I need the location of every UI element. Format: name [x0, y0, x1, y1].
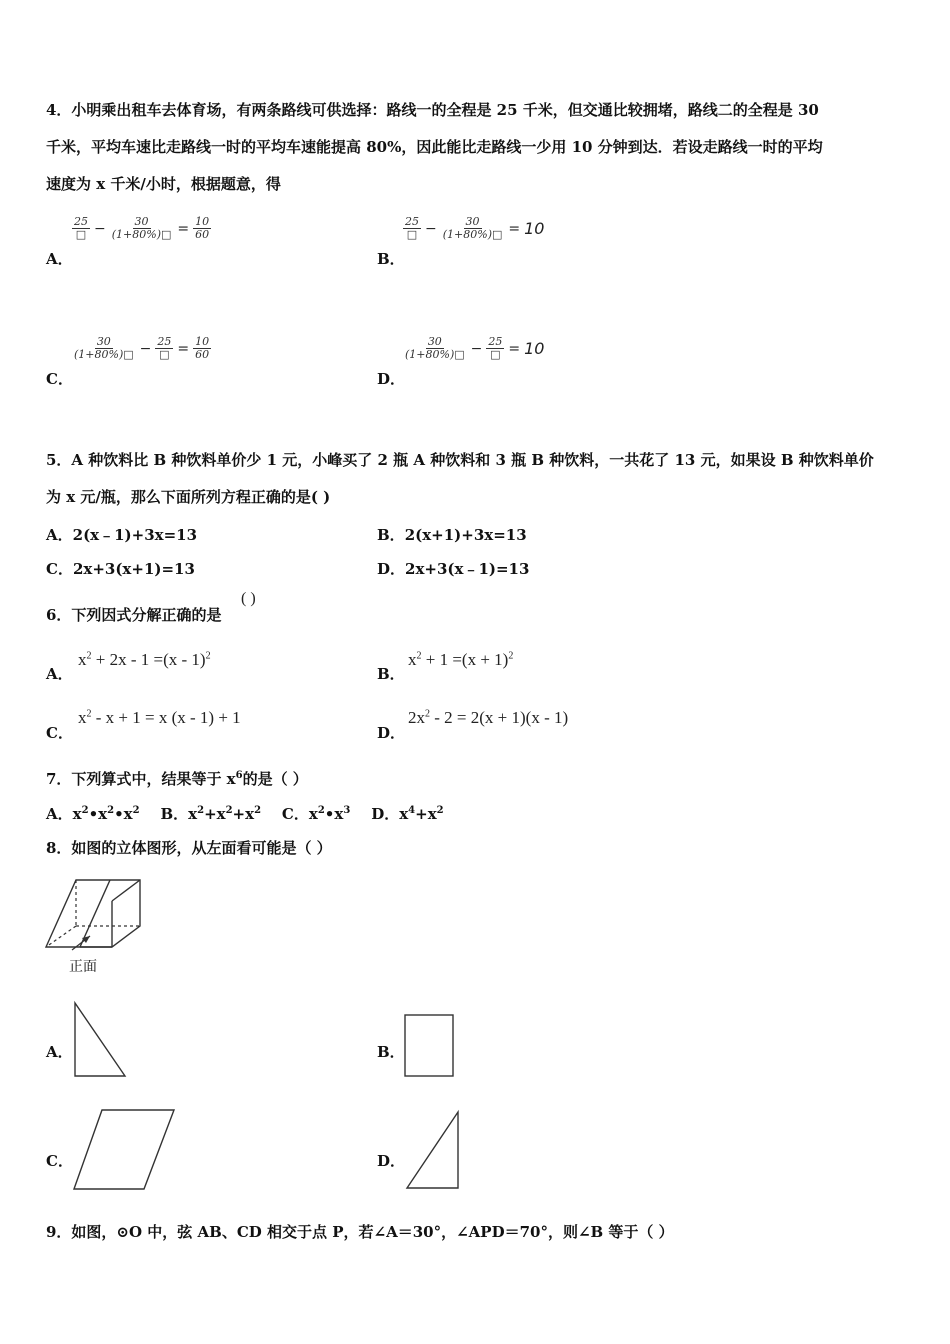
q4-option-a-equation: $\frac{25}{□}$ − $\frac{30}{(1+80\%)□}$ = $\frac{10}{60}$	[74, 215, 210, 241]
q9-stem: 9．如图，⊙O 中，弦 AB、CD 相交于点 P，若∠A＝30°，∠APD＝70°，则∠B 等于（ ）	[46, 1223, 674, 1241]
q5-option-c[interactable]: C．2x+3(x+1)=13	[46, 560, 195, 578]
q6-paren: ( )	[241, 590, 256, 607]
q6-option-c-expr: $x^2 - x + 1 = x$ (x - 1) + 1	[78, 708, 241, 727]
q7-option-d[interactable]: D．$x^4+x^2$	[371, 805, 444, 823]
q8-option-b-label[interactable]: B．	[377, 1043, 405, 1061]
q8-option-c-parallelogram	[70, 1106, 180, 1194]
q4-option-c-equation: $\frac{30}{(1+80\%)□}$ − $\frac{25}{□}$ = $\frac{10}{60}$	[74, 335, 210, 361]
q7-stem: 7．下列算式中，结果等于 $x^6$的是（ ）	[46, 770, 308, 788]
q4-option-a-label[interactable]: A．	[46, 250, 73, 268]
q6-option-a-label[interactable]: A．	[46, 665, 73, 683]
q8-option-a-label[interactable]: A．	[46, 1043, 73, 1061]
q4-stem	[46, 92, 926, 203]
q8-option-b-rectangle	[402, 1012, 457, 1078]
q4-stem-line1: 4．小明乘出租车去体育场，有两条路线可供选择：路线一的全程是 25 千米，但交通比较拥堵，路线二的全程是 30	[46, 101, 819, 119]
q8-front-label: 正面	[69, 959, 97, 975]
q8-stem: 8．如图的立体图形，从左面看可能是（ ）	[46, 839, 332, 857]
q5-stem	[46, 442, 926, 516]
q7-option-b[interactable]: B．$x^2+x^2+x^2$	[160, 805, 262, 823]
q4-option-d-label[interactable]: D．	[377, 370, 406, 388]
q8-solid-figure	[40, 872, 150, 952]
q4-option-d-equation: $\frac{30}{(1+80\%)□}$ − $\frac{25}{□}$ = 10	[405, 335, 545, 361]
q8-option-d-triangle	[402, 1108, 464, 1192]
q4-option-b-label[interactable]: B．	[377, 250, 405, 268]
q5-option-d[interactable]: D．2x+3(x﹣1)=13	[377, 560, 530, 578]
q4-stem-line3: 速度为 x 千米/小时，根据题意，得	[46, 175, 281, 193]
q6-option-d-expr: $2x^2 - 2 = 2(x + 1)(x - 1)$	[408, 708, 569, 727]
q6-option-d-label[interactable]: D．	[377, 724, 406, 742]
q6-option-b-label[interactable]: B．	[377, 665, 405, 683]
q5-stem-line2: 为 x 元/瓶，那么下面所列方程正确的是( )	[46, 488, 331, 506]
q5-stem-line1: 5．A 种饮料比 B 种饮料单价少 1 元，小峰买了 2 瓶 A 种饮料和 3 瓶 B 种饮料，一共花了 13 元，如果设 B 种饮料单价	[46, 451, 874, 469]
q7-options	[46, 803, 444, 824]
q8-option-d-label[interactable]: D．	[377, 1152, 406, 1170]
q4-option-b-equation: $\frac{25}{□}$ − $\frac{30}{(1+80\%)□}$ = 10	[405, 215, 545, 241]
q8-option-a-triangle	[70, 1000, 130, 1080]
q5-option-a[interactable]: A．2(x﹣1)+3x=13	[46, 526, 198, 544]
q4-stem-line2: 千米，平均车速比走路线一时的平均车速能提高 80%，因此能比走路线一少用 10 分钟到达．若设走路线一时的平均	[46, 138, 823, 156]
q4-option-c-label[interactable]: C．	[46, 370, 73, 388]
q5-option-b[interactable]: B．2(x+1)+3x=13	[377, 526, 527, 544]
q6-option-c-label[interactable]: C．	[46, 724, 73, 742]
q6-stem: 6．下列因式分解正确的是	[46, 606, 222, 624]
q7-option-c[interactable]: C．$x^2•x^3$	[281, 805, 351, 823]
q6-option-a-expr: $x^2 + 2x - 1 =(x - 1)^2$	[78, 650, 211, 669]
q8-option-c-label[interactable]: C．	[46, 1152, 73, 1170]
q7-option-a[interactable]: A．$x^2•x^2•x^2$	[46, 805, 140, 823]
q6-option-b-expr: $x^2 + 1 =(x + 1)^2$	[408, 650, 514, 669]
